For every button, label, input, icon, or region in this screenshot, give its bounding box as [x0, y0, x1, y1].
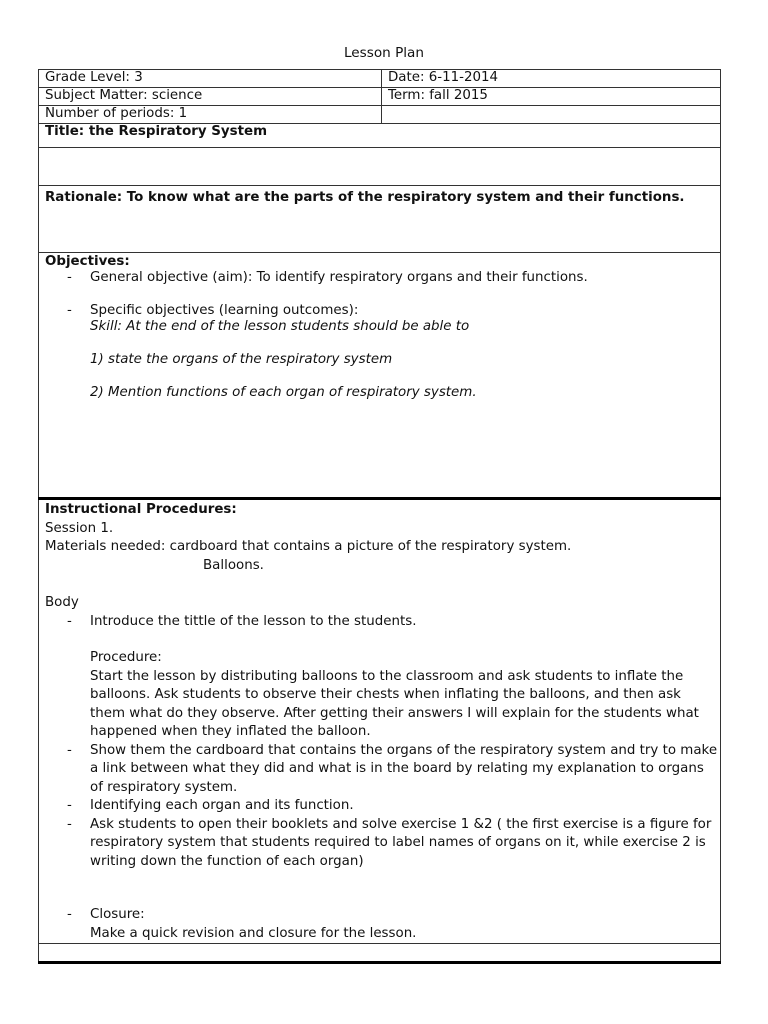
materials-balloons: Balloons.: [203, 557, 264, 573]
list-item: - General objective (aim): To identify respiratory organs and their functions.: [67, 270, 588, 285]
general-objective: General objective (aim): To identify respiratory organs and their functions.: [90, 270, 588, 285]
header-row-1: [39, 70, 721, 88]
procedures-row: [39, 499, 721, 944]
header-row-3: [39, 106, 721, 124]
lesson-plan-table: [38, 69, 721, 964]
procedure-text: Start the lesson by distributing balloons to the classroom and ask students to inflate the balloons. Ask students to observe their chests when inflating the balloons, and then ask them what do they observe. After getting their answers I will explain for the students what happened when they inflated the balloon.: [90, 668, 699, 739]
step-exercises: Ask students to open their booklets and solve exercise 1 &2 ( the first exercise is a figure for respiratory system that students required to label names of organs on it, while exercise 2 is writing down the function of each organ): [90, 816, 712, 869]
closure-label: Closure:: [90, 907, 145, 922]
title-row: [39, 124, 721, 148]
list-item: - Closure: Make a quick revision and closure for the lesson.: [45, 906, 720, 943]
objectives-list: [45, 270, 720, 401]
procedure-steps: [45, 613, 720, 944]
objectives-heading: Objectives:: [45, 254, 130, 269]
objectives-cell: [39, 253, 721, 499]
rationale: Rationale: To know what are the parts of the respiratory system and their functions.: [39, 186, 721, 253]
footer-row: [39, 944, 721, 963]
list-item: - Introduce the tittle of the lesson to the students. Procedure: Start the lesson by distributing balloons to the classroom and ask students to inflate the balloons. Ask students to observe their chests when inflating the balloons, and then ask them what do they observe. After getting their answers I will explain for the students what happened when they inflated the balloon.: [45, 613, 720, 742]
page-title: Lesson Plan: [343, 45, 425, 61]
lesson-title: Title: the Respiratory System: [39, 124, 721, 148]
date-cell: Date: 6-11-2014: [382, 70, 721, 88]
objective-item-1: 1) state the organs of the respiratory system: [90, 352, 393, 367]
session-label: Session 1.: [45, 520, 114, 536]
list-item: - Specific objectives (learning outcomes): Skill: At the end of the lesson students should be able to 1) state the organs of the respiratory system 2) Mention functions of each organ of respiratory system.: [45, 303, 720, 401]
procedures-cell: [39, 499, 721, 944]
list-item: - Ask students to open their booklets and solve exercise 1 &2 ( the first exercise is a figure for respiratory system that students required to label names of organs on it, while exercise 2 is writing down the function of each organ): [67, 816, 712, 869]
objectives-row: [39, 253, 721, 499]
materials-needed: Materials needed: cardboard that contains a picture of the respiratory system.: [45, 539, 572, 554]
subject-matter-cell: Subject Matter: science: [39, 88, 382, 106]
objective-item-2: 2) Mention functions of each organ of respiratory system.: [90, 385, 477, 400]
procedure-label: Procedure:: [90, 650, 162, 665]
step-show-cardboard: Show them the cardboard that contains the organs of the respiratory system and try to make a link between what they did and what is in the board by relating my explanation to organs of respiratory system.: [90, 742, 718, 795]
procedures-heading: Instructional Procedures:: [45, 502, 237, 517]
specific-objectives-label: Specific objectives (learning outcomes):: [90, 303, 359, 318]
grade-level-cell: Grade Level: 3: [39, 70, 382, 88]
footer-cell: [39, 944, 721, 963]
list-item: - Show them the cardboard that contains the organs of the respiratory system and try to make a link between what they did and what is in the board by relating my explanation to organs of respiratory system.: [67, 742, 718, 795]
blank-cell: [39, 148, 721, 186]
step-introduce: Introduce the tittle of the lesson to the students.: [90, 613, 417, 629]
blank-row: [39, 148, 721, 186]
list-item: - Identifying each organ and its function.: [67, 798, 354, 813]
closure-text: Make a quick revision and closure for the lesson.: [90, 925, 417, 941]
rationale-row: [39, 186, 721, 253]
term-cell: Term: fall 2015: [382, 88, 721, 106]
step-identify-organs: Identifying each organ and its function.: [90, 798, 354, 813]
periods-cell: Number of periods: 1: [39, 106, 382, 124]
body-label: Body: [45, 595, 79, 610]
header-row-2: [39, 88, 721, 106]
empty-cell: [382, 106, 721, 124]
skill-text: Skill: At the end of the lesson students should be able to: [90, 319, 470, 334]
